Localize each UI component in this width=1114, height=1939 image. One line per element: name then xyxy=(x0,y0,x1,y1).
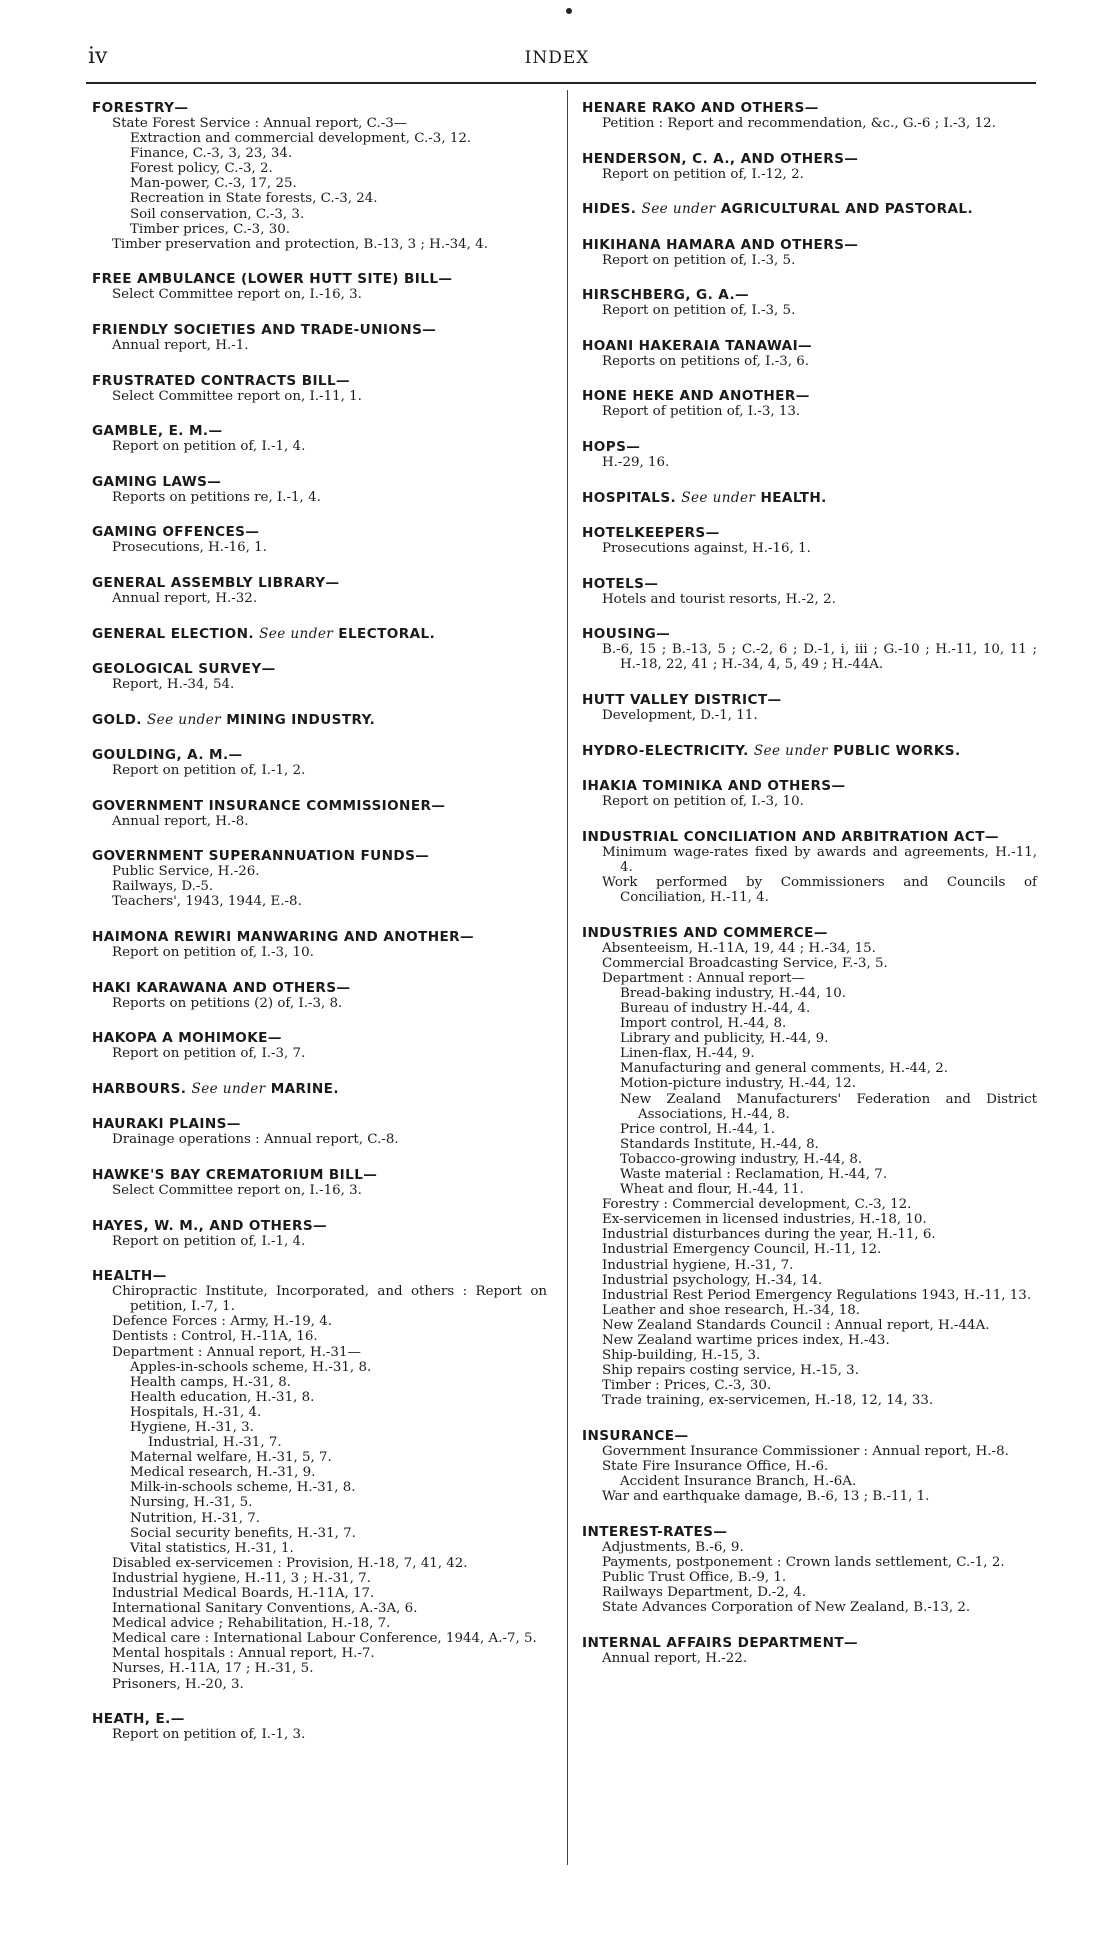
index-subentry: Report on petition of, I.-3, 5. xyxy=(602,252,796,268)
index-subentry: State Forest Service : Annual report, C.-3— xyxy=(112,116,408,131)
index-subentry: Nursing, H.-31, 5. xyxy=(130,1495,253,1511)
index-heading xyxy=(92,1268,547,1284)
index-entry xyxy=(92,747,547,778)
index-subentry: Industrial disturbances during the year, H.-11, 6. xyxy=(602,1227,936,1243)
index-heading xyxy=(582,201,1037,217)
heading-text: HONE HEKE AND ANOTHER— xyxy=(582,388,810,405)
index-subentry: New Zealand Manufacturers' Federation and District Associations, H.-44, 8. xyxy=(620,1091,1037,1122)
index-entry xyxy=(582,388,1037,419)
index-heading xyxy=(92,524,547,540)
column-divider xyxy=(567,90,568,1865)
index-subentry: Report on petition of, I.-1, 2. xyxy=(112,763,306,779)
index-heading xyxy=(92,474,547,490)
index-entry xyxy=(92,980,547,1011)
heading-text: HAURAKI PLAINS— xyxy=(92,1116,241,1133)
index-subentry: Medical care : International Labour Conference, 1944, A.-7, 5. xyxy=(112,1631,537,1647)
index-heading xyxy=(582,525,1037,541)
heading-text: HYDRO-ELECTRICITY. xyxy=(582,742,749,759)
index-subentry: Trade training, ex-servicemen, H.-18, 12, 14, 33. xyxy=(602,1393,934,1409)
index-entry xyxy=(582,692,1037,723)
index-entry xyxy=(582,338,1037,369)
index-subentry: Industrial Rest Period Emergency Regulations 1943, H.-11, 13. xyxy=(602,1287,1032,1303)
index-subentry: Adjustments, B.-6, 9. xyxy=(602,1539,744,1555)
index-subentry: Tobacco-growing industry, H.-44, 8. xyxy=(620,1151,863,1167)
index-subentry: Ex-servicemen in licensed industries, H.-18, 10. xyxy=(602,1212,927,1228)
heading-text: HAKI KARAWANA AND OTHERS— xyxy=(92,979,351,996)
index-heading xyxy=(582,100,1037,116)
page-title: INDEX xyxy=(524,48,590,68)
heading-text: GOVERNMENT INSURANCE COMMISSIONER— xyxy=(92,797,446,814)
index-entry xyxy=(92,798,547,829)
index-heading xyxy=(92,423,547,439)
index-entry xyxy=(92,1081,547,1097)
index-subentry: Annual report, H.-32. xyxy=(112,590,258,606)
index-subentry: Medical advice ; Rehabilitation, H.-18, 7. xyxy=(112,1616,391,1632)
index-entry xyxy=(582,626,1037,672)
index-subentry: H.-29, 16. xyxy=(602,455,670,471)
heading-text: INDUSTRIES AND COMMERCE— xyxy=(582,924,828,941)
index-subentry: Motion-picture industry, H.-44, 12. xyxy=(620,1076,856,1092)
index-subentry: Chiropractic Institute, Incorporated, and others : Report on petition, I.-7, 1. xyxy=(112,1284,547,1315)
index-entry xyxy=(582,490,1037,506)
heading-text: HARBOURS. xyxy=(92,1080,187,1097)
index-heading xyxy=(582,743,1037,759)
index-subentry: Price control, H.-44, 1. xyxy=(620,1121,775,1137)
index-subentry: Linen-flax, H.-44, 9. xyxy=(620,1046,755,1062)
index-subentry: Teachers', 1943, 1944, E.-8. xyxy=(112,894,302,910)
cross-reference-target: MARINE. xyxy=(270,1080,339,1097)
heading-text: INTERNAL AFFAIRS DEPARTMENT— xyxy=(582,1634,859,1651)
heading-text: GOVERNMENT SUPERANNUATION FUNDS— xyxy=(92,848,430,865)
index-heading xyxy=(92,747,547,763)
index-entry xyxy=(582,925,1037,1409)
index-subentry: Milk-in-schools scheme, H.-31, 8. xyxy=(130,1480,356,1496)
index-subentry: Development, D.-1, 11. xyxy=(602,708,758,724)
index-heading xyxy=(582,439,1037,455)
index-entry xyxy=(582,576,1037,607)
right-column xyxy=(582,100,1037,1685)
heading-text: FORESTRY— xyxy=(92,100,189,116)
index-subentry: Select Committee report on, I.-11, 1. xyxy=(112,388,362,404)
index-subentry: Health education, H.-31, 8. xyxy=(130,1389,315,1405)
index-entry xyxy=(92,524,547,555)
index-subentry: Timber preservation and protection, B.-13, 3 ; H.-34, 4. xyxy=(112,236,488,252)
index-entry xyxy=(92,929,547,960)
heading-text: GAMING OFFENCES— xyxy=(92,524,260,541)
index-subentry: Maternal welfare, H.-31, 5, 7. xyxy=(130,1450,332,1466)
index-subentry: Prisoners, H.-20, 3. xyxy=(112,1676,244,1692)
index-heading xyxy=(92,1218,547,1234)
index-heading xyxy=(92,929,547,945)
index-entry xyxy=(92,1268,547,1692)
index-subentry: Reports on petitions (2) of, I.-3, 8. xyxy=(112,995,343,1011)
heading-text: HOUSING— xyxy=(582,626,671,643)
index-heading xyxy=(582,1635,1037,1651)
heading-text: HUTT VALLEY DISTRICT— xyxy=(582,692,782,709)
index-subentry: Report of petition of, I.-3, 13. xyxy=(602,404,801,420)
index-subentry: Man-power, C.-3, 17, 25. xyxy=(130,176,297,192)
index-subentry: Recreation in State forests, C.-3, 24. xyxy=(130,191,378,207)
heading-text: HIDES. xyxy=(582,201,637,218)
index-entry xyxy=(92,1167,547,1198)
index-entry xyxy=(92,848,547,909)
index-entry xyxy=(92,712,547,728)
index-subentry: Industrial psychology, H.-34, 14. xyxy=(602,1272,823,1288)
see-under-text: See under xyxy=(191,1080,266,1097)
index-subentry: Department : Annual report— xyxy=(602,970,805,986)
index-subentry: Finance, C.-3, 3, 23, 34. xyxy=(130,146,293,162)
index-subentry: Import control, H.-44, 8. xyxy=(620,1016,787,1032)
index-heading xyxy=(582,151,1037,167)
index-heading xyxy=(92,1167,547,1183)
index-subentry: Select Committee report on, I.-16, 3. xyxy=(112,287,362,303)
index-subentry: Forest policy, C.-3, 2. xyxy=(130,161,273,177)
see-under-text: See under xyxy=(146,711,222,728)
index-entry xyxy=(582,201,1037,217)
index-subentry: Public Trust Office, B.-9, 1. xyxy=(602,1570,787,1586)
index-heading xyxy=(92,100,547,116)
index-subentry: Report on petition of, I.-3, 5. xyxy=(602,303,796,319)
index-subentry: Bureau of industry H.-44, 4. xyxy=(620,1000,811,1016)
heading-text: INSURANCE— xyxy=(582,1428,689,1444)
index-subentry: Extraction and commercial development, C.-3, 12. xyxy=(130,131,472,147)
index-entry xyxy=(92,661,547,692)
heading-text: HEATH, E.— xyxy=(92,1711,185,1728)
heading-text: HOTELS— xyxy=(582,575,659,592)
index-subentry: Nutrition, H.-31, 7. xyxy=(130,1510,261,1526)
heading-text: HAYES, W. M., AND OTHERS— xyxy=(92,1217,328,1234)
heading-text: GENERAL ASSEMBLY LIBRARY— xyxy=(92,574,340,591)
printer-dot-mark xyxy=(566,8,572,14)
index-heading xyxy=(92,848,547,864)
index-heading xyxy=(582,490,1037,506)
heading-text: INTEREST-RATES— xyxy=(582,1523,728,1540)
heading-text: HENARE RAKO AND OTHERS— xyxy=(582,100,819,116)
index-entry xyxy=(582,287,1037,318)
index-entry xyxy=(582,829,1037,905)
heading-text: HIRSCHBERG, G. A.— xyxy=(582,287,749,304)
heading-text: GENERAL ELECTION. xyxy=(92,625,254,642)
index-subentry: Annual report, H.-1. xyxy=(112,337,249,353)
index-subentry: Report on petition of, I.-1, 3. xyxy=(112,1727,306,1743)
index-subentry: B.-6, 15 ; B.-13, 5 ; C.-2, 6 ; D.-1, i, iii ; G.-10 ; H.-11, 10, 11 ; H.-18, 22, 41 ; H.-34, 4, 5, 49 ; H.-44A. xyxy=(602,642,1037,673)
index-heading xyxy=(582,1524,1037,1540)
index-subentry: Manufacturing and general comments, H.-44, 2. xyxy=(620,1061,948,1077)
index-subentry: Industrial hygiene, H.-11, 3 ; H.-31, 7. xyxy=(112,1570,371,1586)
index-subentry: Minimum wage-rates fixed by awards and agreements, H.-11, 4. xyxy=(602,844,1037,875)
index-entry xyxy=(582,237,1037,268)
index-subentry: Ship repairs costing service, H.-15, 3. xyxy=(602,1363,859,1379)
index-entry xyxy=(92,373,547,404)
index-heading xyxy=(582,1428,1037,1444)
index-heading xyxy=(92,1081,547,1097)
index-subentry: Report on petition of, I.-3, 10. xyxy=(602,794,804,810)
index-subentry: Leather and shoe research, H.-34, 18. xyxy=(602,1302,861,1318)
index-heading xyxy=(92,322,547,338)
index-subentry: State Advances Corporation of New Zealand, B.-13, 2. xyxy=(602,1600,971,1616)
index-heading xyxy=(582,925,1037,941)
index-entry xyxy=(92,1218,547,1249)
index-heading xyxy=(582,626,1037,642)
index-subentry: Wheat and flour, H.-44, 11. xyxy=(620,1182,804,1198)
index-heading xyxy=(582,237,1037,253)
index-entry xyxy=(582,439,1037,470)
heading-text: HAWKE'S BAY CREMATORIUM BILL— xyxy=(92,1166,378,1183)
index-subentry: New Zealand Standards Council : Annual report, H.-44A. xyxy=(602,1317,990,1333)
heading-text: FRIENDLY SOCIETIES AND TRADE-UNIONS— xyxy=(92,321,437,338)
index-entry xyxy=(92,322,547,353)
index-subentry: Reports on petitions re, I.-1, 4. xyxy=(112,489,321,505)
index-subentry: Report on petition of, I.-3, 7. xyxy=(112,1046,306,1062)
index-entry xyxy=(92,575,547,606)
see-under-text: See under xyxy=(681,489,756,506)
index-subentry: International Sanitary Conventions, A.-3A, 6. xyxy=(112,1601,418,1617)
index-subentry: Report on petition of, I.-12, 2. xyxy=(602,166,804,182)
heading-text: GEOLOGICAL SURVEY— xyxy=(92,661,276,677)
heading-text: IHAKIA TOMINIKA AND OTHERS— xyxy=(582,778,846,795)
index-entry xyxy=(92,474,547,505)
index-heading xyxy=(582,287,1037,303)
index-subentry: Drainage operations : Annual report, C.-8. xyxy=(112,1132,399,1148)
index-entry xyxy=(582,525,1037,556)
index-heading xyxy=(582,576,1037,592)
index-subentry: Select Committee report on, I.-16, 3. xyxy=(112,1182,362,1198)
index-subentry: Report, H.-34, 54. xyxy=(112,677,235,692)
index-subentry: Prosecutions, H.-16, 1. xyxy=(112,540,267,556)
index-entry xyxy=(582,778,1037,809)
index-subentry: Vital statistics, H.-31, 1. xyxy=(130,1540,294,1556)
index-subentry: Hotels and tourist resorts, H.-2, 2. xyxy=(602,591,836,607)
index-subentry: Timber : Prices, C.-3, 30. xyxy=(602,1378,772,1394)
heading-text: FREE AMBULANCE (LOWER HUTT SITE) BILL— xyxy=(92,271,453,288)
heading-text: HOSPITALS. xyxy=(582,489,677,506)
cross-reference-target: HEALTH. xyxy=(760,489,827,506)
heading-text: HENDERSON, C. A., AND OTHERS— xyxy=(582,150,859,167)
index-heading xyxy=(92,1116,547,1132)
see-under-text: See under xyxy=(259,625,334,642)
index-subentry: Department : Annual report, H.-31— xyxy=(112,1344,361,1360)
index-heading xyxy=(92,798,547,814)
heading-text: INDUSTRIAL CONCILIATION AND ARBITRATION ACT— xyxy=(582,828,999,845)
index-subentry: Prosecutions against, H.-16, 1. xyxy=(602,541,811,557)
index-entry xyxy=(92,1030,547,1061)
index-entry xyxy=(92,1711,547,1742)
index-heading xyxy=(582,829,1037,845)
index-subentry: Soil conservation, C.-3, 3. xyxy=(130,206,305,222)
cross-reference-target: PUBLIC WORKS. xyxy=(833,742,961,759)
index-heading xyxy=(92,575,547,591)
index-subentry: Report on petition of, I.-1, 4. xyxy=(112,439,306,455)
index-subentry: Dentists : Control, H.-11A, 16. xyxy=(112,1329,318,1345)
index-subentry: Work performed by Commissioners and Councils of Conciliation, H.-11, 4. xyxy=(602,874,1037,905)
index-subentry: Hygiene, H.-31, 3. xyxy=(130,1419,254,1435)
index-subentry: Petition : Report and recommendation, &c., G.-6 ; I.-3, 12. xyxy=(602,116,996,131)
index-heading xyxy=(582,778,1037,794)
index-subentry: Industrial hygiene, H.-31, 7. xyxy=(602,1257,794,1273)
index-heading xyxy=(92,271,547,287)
heading-text: GOLD. xyxy=(92,711,142,728)
index-entry xyxy=(582,151,1037,182)
index-subentry: Railways Department, D.-2, 4. xyxy=(602,1585,807,1601)
index-heading xyxy=(582,692,1037,708)
index-heading xyxy=(92,712,547,728)
cross-reference-target: MINING INDUSTRY. xyxy=(226,711,376,728)
index-subentry: Annual report, H.-8. xyxy=(112,813,249,829)
heading-text: HEALTH— xyxy=(92,1268,167,1285)
heading-text: HOANI HAKERAIA TANAWAI— xyxy=(582,337,813,354)
index-subentry: Apples-in-schools scheme, H.-31, 8. xyxy=(130,1359,372,1375)
index-subentry: Hospitals, H.-31, 4. xyxy=(130,1404,262,1420)
left-column xyxy=(92,100,547,1762)
index-subentry: Industrial Emergency Council, H.-11, 12. xyxy=(602,1242,882,1258)
index-subentry: Public Service, H.-26. xyxy=(112,864,260,880)
index-entry xyxy=(582,1524,1037,1615)
index-heading xyxy=(582,388,1037,404)
index-subentry: Health camps, H.-31, 8. xyxy=(130,1374,292,1390)
index-subentry: Accident Insurance Branch, H.-6A. xyxy=(620,1474,857,1490)
index-entry xyxy=(582,1635,1037,1666)
index-subentry: Nurses, H.-11A, 17 ; H.-31, 5. xyxy=(112,1661,314,1677)
see-under-text: See under xyxy=(753,742,828,759)
index-subentry: Defence Forces : Army, H.-19, 4. xyxy=(112,1314,333,1330)
index-subentry: Medical research, H.-31, 9. xyxy=(130,1465,316,1481)
index-heading xyxy=(92,661,547,677)
index-subentry: Report on petition of, I.-1, 4. xyxy=(112,1233,306,1249)
heading-text: HOTELKEEPERS— xyxy=(582,525,720,542)
index-subentry: Forestry : Commercial development, C.-3, 12. xyxy=(602,1197,912,1213)
index-subentry: Payments, postponement : Crown lands settlement, C.-1, 2. xyxy=(602,1554,1005,1570)
index-entry xyxy=(92,1116,547,1147)
index-entry xyxy=(92,100,547,252)
index-subentry: Absenteeism, H.-11A, 19, 44 ; H.-34, 15. xyxy=(602,940,876,956)
index-subentry: Industrial Medical Boards, H.-11A, 17. xyxy=(112,1586,375,1601)
see-under-text: See under xyxy=(641,201,716,218)
index-subentry: Industrial, H.-31, 7. xyxy=(148,1435,282,1451)
index-entry xyxy=(582,743,1037,759)
index-entry xyxy=(582,100,1037,131)
index-entry xyxy=(92,423,547,454)
index-subentry: Commercial Broadcasting Service, F.-3, 5. xyxy=(602,955,888,971)
heading-text: GOULDING, A. M.— xyxy=(92,747,243,764)
index-subentry: New Zealand wartime prices index, H.-43. xyxy=(602,1333,890,1349)
index-subentry: Ship-building, H.-15, 3. xyxy=(602,1348,761,1364)
index-entry xyxy=(92,271,547,302)
page-number: iv xyxy=(88,44,108,69)
index-subentry: Waste material : Reclamation, H.-44, 7. xyxy=(620,1167,888,1182)
heading-text: HAIMONA REWIRI MANWARING AND ANOTHER— xyxy=(92,929,475,946)
heading-text: HAKOPA A MOHIMOKE— xyxy=(92,1030,282,1047)
index-subentry: Library and publicity, H.-44, 9. xyxy=(620,1031,829,1047)
index-subentry: Social security benefits, H.-31, 7. xyxy=(130,1525,356,1541)
index-subentry: Standards Institute, H.-44, 8. xyxy=(620,1136,819,1152)
heading-text: HOPS— xyxy=(582,439,641,456)
index-subentry: State Fire Insurance Office, H.-6. xyxy=(602,1459,829,1475)
heading-text: FRUSTRATED CONTRACTS BILL— xyxy=(92,372,351,389)
index-subentry: Mental hospitals : Annual report, H.-7. xyxy=(112,1646,375,1662)
index-heading xyxy=(582,338,1037,354)
heading-text: GAMBLE, E. M.— xyxy=(92,423,223,440)
index-entry xyxy=(582,1428,1037,1504)
index-subentry: Timber prices, C.-3, 30. xyxy=(130,221,291,237)
index-subentry: Disabled ex-servicemen : Provision, H.-18, 7, 41, 42. xyxy=(112,1555,468,1571)
index-heading xyxy=(92,373,547,389)
header-rule xyxy=(86,82,1036,84)
index-subentry: Annual report, H.-22. xyxy=(602,1650,748,1666)
index-heading xyxy=(92,980,547,996)
index-heading xyxy=(92,626,547,642)
index-subentry: Railways, D.-5. xyxy=(112,879,214,895)
heading-text: GAMING LAWS— xyxy=(92,473,222,490)
heading-text: HIKIHANA HAMARA AND OTHERS— xyxy=(582,236,859,253)
cross-reference-target: ELECTORAL. xyxy=(338,625,436,642)
index-heading xyxy=(92,1711,547,1727)
index-heading xyxy=(92,1030,547,1046)
index-entry xyxy=(92,626,547,642)
index-subentry: Government Insurance Commissioner : Annual report, H.-8. xyxy=(602,1444,1009,1459)
index-subentry: Reports on petitions of, I.-3, 6. xyxy=(602,353,810,369)
index-subentry: War and earthquake damage, B.-6, 13 ; B.-11, 1. xyxy=(602,1489,930,1505)
index-subentry: Report on petition of, I.-3, 10. xyxy=(112,945,314,961)
index-subentry: Bread-baking industry, H.-44, 10. xyxy=(620,985,847,1001)
cross-reference-target: AGRICULTURAL AND PASTORAL. xyxy=(720,201,974,218)
